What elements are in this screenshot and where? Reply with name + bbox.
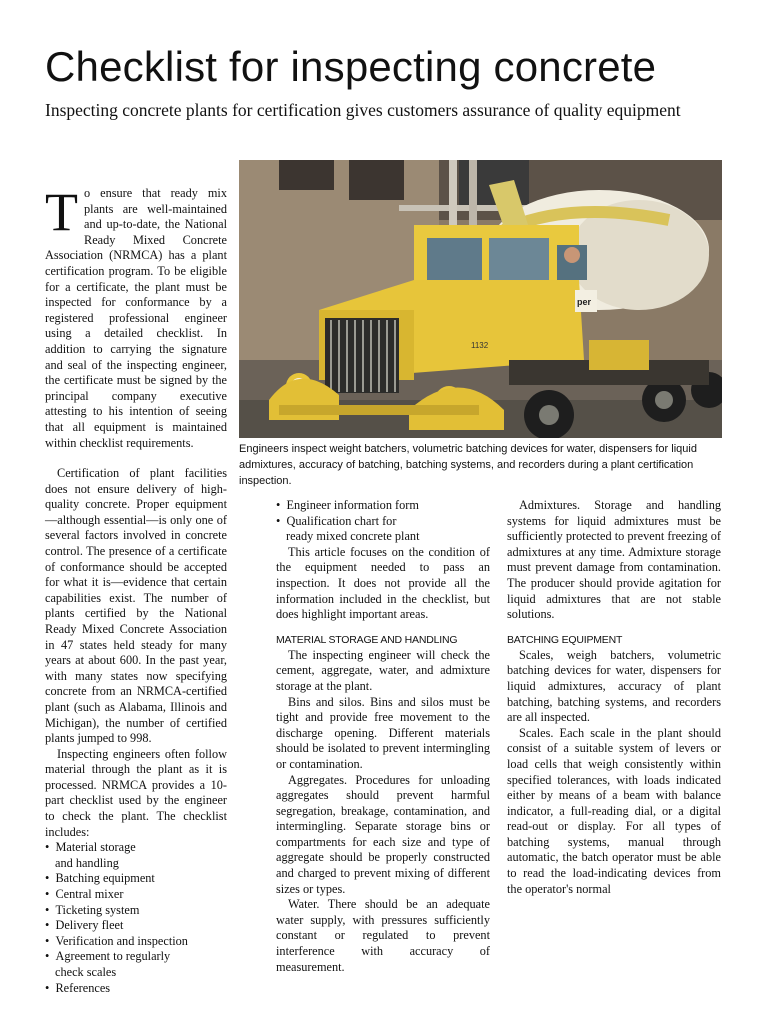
column-1-top [45,182,227,451]
page-title: Checklist for inspecting concrete [45,43,657,90]
list-item: • Qualification chart for ready mixed concrete plant [276,514,490,545]
paragraph-aggregates: Aggregates. Procedures for unloading aggregates should prevent harmful segregation, breakage, contamination, and intermingling. Separate storage bins or compartments for each size and type of aggregate should be properly constructed and charged to prevent mixing of different sizes or types. [276,772,490,896]
checklist-part-1 [45,840,227,996]
list-item: • References [45,981,227,997]
paragraph-certification: Certification of plant facilities does not ensure delivery of high-quality concrete. Proper equipment—although essential—is only one of several factors involved in concrete control. The presence of a certificate of conformance should be accepted for what it is—evidence that certain capabilities exist. The number of plants certified by the National Ready Mixed Concrete Association in 47 states held steady for many years at about 600. In the past year, with many states now specifying concrete from an NRMCA-certified plant (such as Alabama, Illinois and Michigan), the number of certified plants jumped to 998. [45,466,227,746]
column-2 [276,498,490,975]
heading-material-storage: MATERIAL STORAGE AND HANDLING [276,633,458,646]
truck-number: 1132 [471,341,489,350]
list-item: • Ticketing system [45,903,227,919]
paragraph-inspecting: Inspecting engineers often follow material through the plant as it is processed. NRMCA provides a 10-part checklist used by the engineer to check the plant. The checklist includes: [45,746,227,839]
list-item: • Material storage and handling [45,840,227,871]
heading-batching-equipment: BATCHING EQUIPMENT [507,633,623,646]
truck-door-text: per [577,297,592,307]
drop-cap: T [45,182,78,242]
page-subtitle: Inspecting concrete plants for certification gives customers assurance of quality equipment [45,100,681,120]
concrete-truck-photo [239,160,722,438]
intro-paragraph [45,182,227,451]
list-item: • Engineer information form [276,498,490,514]
intro-text: o ensure that ready mix plants are well-maintained and up-to-date, the National Ready Mixed Concrete Association (NRMCA) has a plant certification program. To be eligible for a certificate, the plant must be inspected for conformance by a registered professional engineer using a detailed checklist. In addition to carrying the signature and seal of the inspecting engineer, the certificate must be signed by the principal company executive attesting to his intention of seeing that all equipment is maintained within checklist requirements. [45,186,227,450]
paragraph-scales: Scales. Each scale in the plant should consist of a suitable system of levers or load cells that weigh consistently within specified tolerances, with loads indicated either by means of a beam with balance indicator, a full-reading dial, or a digital read-out or display. For all types of batching systems, manual through automatic, the batch operator must be able to read the load-indicating devices from the operator's normal [507,725,721,896]
list-item: • Verification and inspection [45,934,227,950]
column-3 [507,498,721,897]
paragraph-material-intro: The inspecting engineer will check the cement, aggregate, water, and admixture storage at the plant. [276,647,490,693]
paragraph-batching-intro: Scales, weigh batchers, volumetric batching devices for water, dispensers for liquid admixtures, accuracy of plant batching, batching systems, and recorders are all inspected. [507,647,721,725]
checklist-part-2 [276,498,490,545]
list-item: • Agreement to regularly check scales [45,949,227,980]
photo-caption: Engineers inspect weight batchers, volumetric batching devices for water, dispensers for liquid admixtures, accuracy of batching, batching systems, and recorders during a plant certification inspection. [239,443,697,487]
paragraph-water: Water. There should be an adequate water supply, with pressures sufficiently constant or regulated to prevent interference with accuracy of measurement. [276,897,490,974]
paragraph-focus: This article focuses on the condition of the equipment needed to pass an inspection. It does not provide all the information included in the checklist, but does highlight important areas. [276,544,490,622]
column-1-bottom [45,466,227,996]
list-item: • Batching equipment [45,871,227,887]
list-item: • Central mixer [45,887,227,903]
paragraph-admixtures: Admixtures. Storage and handling systems for liquid admixtures must be sufficiently protected to prevent freezing of admixtures at any time. Admixture storage must prevent damage from contamination. The producer should provide agitation for liquid admixtures that are not stable solutions. [507,498,721,622]
paragraph-bins-silos: Bins and silos. Bins and silos must be tight and provide free movement to the discharge opening. Different materials should be isolated to prevent intermingling or contamination. [276,694,490,771]
list-item: • Delivery fleet [45,918,227,934]
